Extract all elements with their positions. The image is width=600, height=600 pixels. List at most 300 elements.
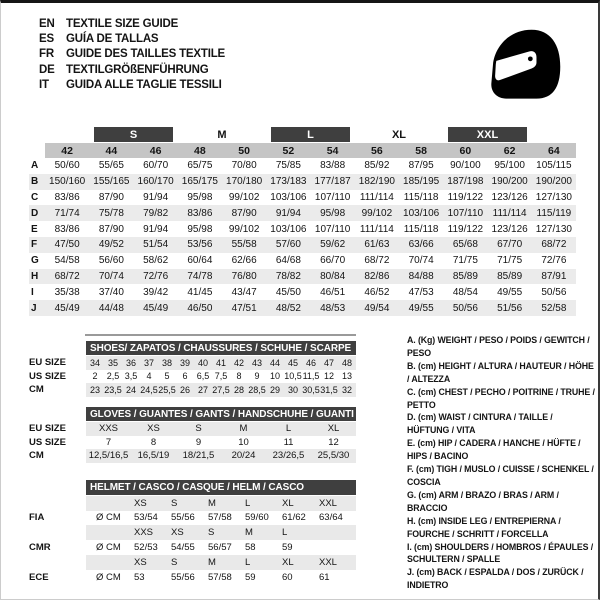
- shoes-cell: 2: [92, 371, 98, 382]
- helmet-value-cells: [86, 570, 356, 585]
- shoes-cells: [86, 370, 356, 384]
- size-cell: 71/75: [452, 255, 478, 267]
- helmet-size-label: S: [171, 497, 178, 509]
- shoes-cell: 24: [125, 384, 136, 395]
- size-column-header: 64: [532, 143, 576, 158]
- helmet-value-cell: 57/58: [208, 571, 232, 583]
- helmet-value-cell: 56/57: [208, 542, 232, 554]
- size-cell: 68/72: [54, 270, 80, 282]
- size-row: [29, 174, 576, 190]
- gloves-cell: 12,5/16,5: [88, 450, 129, 462]
- shoes-cell: 28: [233, 384, 244, 395]
- size-cell: 107/110: [314, 191, 351, 203]
- size-cell: 46/50: [187, 302, 213, 314]
- size-cell: 103/106: [403, 207, 440, 219]
- language-row: [39, 78, 225, 93]
- shoes-table-title: SHOES/ ZAPATOS / CHAUSSURES / SCHUHE / SCARPE: [86, 341, 356, 355]
- size-column-header: 46: [134, 143, 178, 158]
- shoes-cell: 39: [179, 357, 190, 368]
- helmet-size-label: L: [245, 497, 251, 509]
- size-column-header: 42: [45, 143, 89, 158]
- shoes-row: [29, 370, 356, 384]
- size-cell: 74/78: [187, 270, 213, 282]
- size-cell: 160/170: [137, 176, 174, 188]
- shoes-cell: 30,5: [302, 384, 320, 395]
- shoes-row: [29, 356, 356, 370]
- size-cell: 185/195: [403, 176, 440, 188]
- gloves-cells: [86, 449, 356, 463]
- helmet-value-cell: 58: [245, 542, 256, 554]
- shoes-cell: 5: [164, 371, 170, 382]
- legend-item: C. (cm) CHEST / PECHO / POITRINE / TRUHE / PETTO: [407, 386, 595, 410]
- size-band: S: [94, 127, 173, 142]
- size-cell: 72/76: [143, 270, 169, 282]
- size-cell: 107/110: [314, 223, 351, 235]
- size-cell: 55/58: [231, 239, 257, 251]
- legend-item: D. (cm) WAIST / CINTURA / TAILLE / HÜFTUNG / VITA: [407, 412, 553, 436]
- section-divider-line: [85, 334, 356, 336]
- shoes-cell: 47: [323, 357, 334, 368]
- size-cell: 75/85: [275, 160, 301, 172]
- size-cell: 60/64: [187, 255, 213, 267]
- language-row: [39, 31, 225, 46]
- size-cell: 37/40: [98, 286, 124, 298]
- size-row: [29, 158, 576, 174]
- helmet-size-cells: [86, 496, 356, 511]
- size-cell: 182/190: [358, 176, 395, 188]
- size-cell: 44/48: [98, 302, 124, 314]
- language-title: GUIDA ALLE TAGLIE TESSILI: [66, 79, 222, 92]
- size-band: XXL: [448, 127, 527, 142]
- size-row: [29, 300, 576, 316]
- size-cell: 80/84: [320, 270, 346, 282]
- size-column-header: 58: [399, 143, 443, 158]
- shoes-cell: 13: [341, 371, 352, 382]
- size-column-header: 62: [488, 143, 532, 158]
- helmet-size-row: [29, 555, 356, 570]
- size-cell: 45/49: [143, 302, 169, 314]
- helmet-value-row: [29, 570, 356, 585]
- gloves-cell: 18/21,5: [182, 450, 215, 462]
- language-row: [39, 47, 225, 62]
- helmet-value-cell: 53: [134, 571, 145, 583]
- shoes-cell: 11,5: [302, 371, 320, 382]
- size-cell: 99/102: [361, 207, 393, 219]
- language-list: [39, 16, 225, 93]
- shoes-table: [29, 341, 356, 397]
- gloves-cell: 23/26,5: [272, 450, 305, 462]
- helmet-size-label: XS: [134, 497, 147, 509]
- size-cell: 127/130: [535, 191, 572, 203]
- size-cell: 47/50: [54, 239, 80, 251]
- legend-item: H. (cm) INSIDE LEG / ENTREPIERNA / FOURCHE / SCHRITT / FORCELLA: [407, 515, 561, 539]
- size-cell: 50/56: [541, 286, 567, 298]
- size-row-label: D: [31, 207, 39, 219]
- size-cell: 58/62: [143, 255, 169, 267]
- size-cell: 50/56: [452, 302, 478, 314]
- size-row: [29, 237, 576, 253]
- size-cell: 65/68: [452, 239, 478, 251]
- size-cell: 91/94: [275, 207, 301, 219]
- shoes-cell: 27: [197, 384, 208, 395]
- size-cell: 60/70: [143, 160, 169, 172]
- gloves-cell: 11: [283, 436, 294, 448]
- size-cell: 79/82: [143, 207, 169, 219]
- size-cell: 43/47: [231, 286, 257, 298]
- size-cell: 66/70: [320, 255, 346, 267]
- shoes-cell: 9: [254, 371, 260, 382]
- row-label-spacer: [29, 555, 86, 570]
- standard-label: CMR: [29, 542, 51, 554]
- size-cell: 72/76: [541, 255, 567, 267]
- size-cell: 49/52: [98, 239, 124, 251]
- shoes-cells: [86, 356, 356, 370]
- size-row-label: H: [31, 270, 39, 282]
- shoes-cell: 41: [215, 357, 226, 368]
- main-size-table: [29, 126, 576, 316]
- size-cell: 103/106: [270, 191, 307, 203]
- shoes-row: [29, 383, 356, 397]
- shoes-cells: [86, 383, 356, 397]
- row-label-spacer: [29, 496, 86, 511]
- shoes-cell: 27,5: [212, 384, 230, 395]
- shoes-cell: 3,5: [124, 371, 138, 382]
- helmet-value-cell: 61: [319, 571, 330, 583]
- shoes-cell: 25,5: [158, 384, 176, 395]
- size-band-row: [29, 126, 576, 143]
- language-row: [39, 16, 225, 31]
- size-cell: 52/58: [541, 302, 567, 314]
- size-cell: 85/92: [364, 160, 390, 172]
- size-cell: 51/56: [497, 302, 523, 314]
- size-cell: 91/94: [143, 223, 169, 235]
- helmet-size-row: [29, 525, 356, 540]
- row-label: EU SIZE: [29, 423, 66, 435]
- size-cell: 95/98: [320, 207, 346, 219]
- shoes-cell: 28,5: [248, 384, 266, 395]
- size-cell: 41/45: [187, 286, 213, 298]
- helmet-value-cell: 60: [282, 571, 293, 583]
- gloves-cell: 10: [238, 436, 249, 448]
- legend-item: J. (cm) BACK / ESPALDA / DOS / ZURÜCK / INDIETRO: [407, 567, 584, 591]
- language-title: GUIDE DES TAILLES TEXTILE: [66, 48, 225, 61]
- size-column-header: 56: [355, 143, 399, 158]
- size-cell: 87/95: [408, 160, 434, 172]
- size-cell: 71/75: [497, 255, 523, 267]
- size-cell: 99/102: [228, 191, 260, 203]
- language-code: FR: [39, 48, 54, 61]
- gloves-cell: XS: [147, 423, 160, 435]
- shoes-cell: 42: [233, 357, 244, 368]
- helmet-size-cells: [86, 555, 356, 570]
- row-label: EU SIZE: [29, 357, 66, 369]
- size-cell: 70/74: [98, 270, 124, 282]
- shoes-cell: 32: [341, 384, 352, 395]
- helmet-size-label: S: [208, 527, 215, 539]
- size-cell: 75/78: [98, 207, 124, 219]
- size-column-header: 50: [222, 143, 266, 158]
- size-cell: 115/118: [403, 191, 439, 203]
- helmet-size-label: M: [245, 527, 253, 539]
- shoes-cell: 10: [269, 371, 280, 382]
- gloves-cell: 7: [105, 436, 112, 448]
- gloves-cells: [86, 422, 356, 436]
- size-cell: 54/58: [54, 255, 80, 267]
- gloves-cell: L: [285, 423, 292, 435]
- shoes-cell: 7,5: [214, 371, 228, 382]
- legend-item: A. (Kg) WEIGHT / PESO / POIDS / GEWITCH / PESO: [407, 335, 590, 358]
- diameter-unit-label: Ø CM: [96, 571, 121, 583]
- helmet-value-cell: 55/56: [171, 571, 195, 583]
- size-cell: 57/60: [275, 239, 301, 251]
- size-cell: 83/86: [54, 223, 80, 235]
- size-row: [29, 221, 576, 237]
- shoes-cell: 34: [89, 357, 100, 368]
- size-cell: 87/90: [98, 191, 124, 203]
- size-cell: 45/50: [275, 286, 301, 298]
- shoes-cell: 36: [125, 357, 136, 368]
- size-cell: 51/54: [143, 239, 169, 251]
- size-row: [29, 269, 576, 285]
- gloves-row: [29, 436, 356, 450]
- size-cell: 111/114: [492, 207, 527, 219]
- shoes-cell: 26: [179, 384, 190, 395]
- size-cell: 70/80: [231, 160, 257, 172]
- gloves-cell: M: [239, 423, 248, 435]
- corner-cell: [29, 143, 45, 158]
- size-row-label: B: [31, 176, 39, 188]
- size-cell: 70/74: [408, 255, 434, 267]
- size-cell: 170/180: [226, 176, 263, 188]
- language-title: TEXTILGRÖßENFÜHRUNG: [66, 63, 209, 76]
- size-cell: 103/106: [270, 223, 307, 235]
- helmet-size-label: M: [208, 556, 216, 568]
- gloves-row: [29, 449, 356, 463]
- band-spacer: [29, 126, 89, 143]
- diameter-unit-label: Ø CM: [96, 512, 121, 524]
- gloves-cell: S: [195, 423, 202, 435]
- size-cell: 62/66: [231, 255, 257, 267]
- legend-item: B. (cm) HEIGHT / ALTURA / HAUTEUR / HÖHE / ALTEZZA: [407, 360, 594, 384]
- size-cell: 123/126: [491, 223, 528, 235]
- size-cell: 78/82: [275, 270, 301, 282]
- helmet-value-cell: 61/62: [282, 512, 306, 524]
- size-cell: 85/89: [452, 270, 478, 282]
- size-cell: 68/72: [364, 255, 390, 267]
- helmet-value-cell: 57/58: [208, 512, 232, 524]
- shoes-cell: 23,5: [104, 384, 122, 395]
- helmet-value-cells: [86, 511, 356, 526]
- size-cell: 115/119: [536, 207, 572, 219]
- size-row-label: G: [31, 255, 39, 267]
- size-row-label: E: [31, 223, 38, 235]
- size-cell: 48/53: [320, 302, 346, 314]
- size-cell: 173/183: [270, 176, 307, 188]
- size-row-label: C: [31, 191, 39, 203]
- size-row: [29, 205, 576, 221]
- gloves-row: [29, 422, 356, 436]
- shoes-cell: 31,5: [320, 384, 338, 395]
- helmet-size-label: XS: [171, 527, 184, 539]
- size-cell: 48/54: [452, 286, 478, 298]
- size-cell: 99/102: [228, 223, 260, 235]
- size-cell: 115/118: [403, 223, 439, 235]
- helmet-value-cell: 52/53: [134, 542, 158, 554]
- size-cell: 59/62: [320, 239, 346, 251]
- size-cell: 47/53: [408, 286, 434, 298]
- shoes-cell: 6,5: [196, 371, 210, 382]
- helmet-value-cell: 53/54: [134, 512, 158, 524]
- row-label: US SIZE: [29, 436, 66, 448]
- size-cell: 68/72: [541, 239, 567, 251]
- helmet-size-label: M: [208, 497, 216, 509]
- size-cell: 111/114: [359, 223, 394, 235]
- size-cell: 82/86: [364, 270, 390, 282]
- size-cell: 95/98: [187, 223, 213, 235]
- language-code: EN: [39, 17, 55, 30]
- size-cell: 165/175: [181, 176, 218, 188]
- gloves-cells: [86, 436, 356, 450]
- measurement-legend: [407, 334, 597, 592]
- size-band: M: [217, 128, 227, 141]
- size-cell: 76/80: [231, 270, 257, 282]
- legend-item: F. (cm) TIGH / MUSLO / CUISSE / SCHENKEL / COSCIA: [407, 464, 594, 487]
- shoes-cell: 43: [251, 357, 262, 368]
- helmet-value-cell: 59/60: [245, 512, 269, 524]
- row-label: CM: [29, 384, 44, 396]
- shoes-cell: 24,5: [140, 384, 158, 395]
- shoes-cell: 45: [287, 357, 298, 368]
- shoes-cell: 48: [341, 357, 352, 368]
- size-cell: 91/94: [143, 191, 169, 203]
- helmet-value-cell: 59: [282, 542, 293, 554]
- shoes-cell: 37: [143, 357, 154, 368]
- size-cell: 39/42: [143, 286, 169, 298]
- size-cell: 107/110: [447, 207, 484, 219]
- helmet-size-label: L: [245, 556, 251, 568]
- gloves-cell: 25,5/30: [317, 450, 350, 462]
- size-cell: 119/122: [447, 191, 484, 203]
- language-code: DE: [39, 63, 55, 76]
- size-cell: 56/60: [98, 255, 124, 267]
- helmet-size-label: XXL: [319, 556, 337, 568]
- size-cell: 48/52: [275, 302, 301, 314]
- size-cell: 65/75: [187, 160, 213, 172]
- size-cell: 46/52: [364, 286, 390, 298]
- helmet-size-label: XXS: [134, 527, 154, 539]
- language-code: ES: [39, 33, 54, 46]
- size-cell: 64/68: [275, 255, 301, 267]
- shoes-cell: 23: [89, 384, 100, 395]
- size-cell: 155/165: [93, 176, 130, 188]
- gloves-cell: 20/24: [231, 450, 256, 462]
- shoes-cell: 6: [182, 371, 188, 382]
- helmet-value-row: [29, 540, 356, 555]
- size-cell: 83/88: [320, 160, 346, 172]
- size-row-label: I: [31, 286, 34, 298]
- standard-label: FIA: [29, 512, 45, 524]
- shoes-cell: 44: [269, 357, 280, 368]
- language-code: IT: [39, 79, 49, 92]
- racing-helmet-icon: [484, 21, 566, 109]
- gloves-cell: 16,5/19: [137, 450, 170, 462]
- size-cell: 53/56: [187, 239, 213, 251]
- size-cell: 83/86: [54, 191, 80, 203]
- size-cell: 127/130: [535, 223, 572, 235]
- shoes-cell: 12: [323, 371, 334, 382]
- language-title: GUÍA DE TALLAS: [66, 33, 159, 46]
- size-row: [29, 190, 576, 206]
- helmet-size-row: [29, 496, 356, 511]
- shoes-cell: 35: [107, 357, 118, 368]
- size-row: [29, 253, 576, 269]
- gloves-cell: XL: [327, 423, 340, 435]
- shoes-cell: 46: [305, 357, 316, 368]
- helmet-size-cells: [86, 525, 356, 540]
- size-cell: 105/115: [536, 160, 572, 172]
- gloves-table: [29, 407, 356, 463]
- shoes-cell: 4: [146, 371, 152, 382]
- shoes-cell: 38: [161, 357, 172, 368]
- size-cell: 87/90: [231, 207, 257, 219]
- row-label: US SIZE: [29, 370, 66, 382]
- helmet-table-title: HELMET / CASCO / CASQUE / HELM / CASCO: [86, 480, 356, 495]
- gloves-cell: 8: [150, 436, 157, 448]
- helmet-value-cell: 63/64: [319, 512, 343, 524]
- size-cell: 49/55: [408, 302, 434, 314]
- helmet-value-cells: [86, 540, 356, 555]
- size-cell: 190/200: [535, 176, 572, 188]
- shoes-cell: 30: [287, 384, 298, 395]
- helmet-table: [29, 480, 356, 585]
- size-column-header: 52: [266, 143, 310, 158]
- gloves-cell: 12: [328, 436, 339, 448]
- size-cell: 95/100: [494, 160, 525, 172]
- helmet-value-row: [29, 511, 356, 526]
- helmet-value-cell: 54/55: [171, 542, 195, 554]
- legend-item: G. (cm) ARM / BRAZO / BRAS / ARM / BRACCIO: [407, 489, 559, 513]
- size-cell: 71/74: [54, 207, 80, 219]
- row-label: CM: [29, 450, 44, 462]
- shoes-cell: 29: [269, 384, 280, 395]
- size-cell: 119/122: [447, 223, 484, 235]
- size-cell: 50/60: [54, 160, 80, 172]
- size-row-label: F: [31, 239, 38, 251]
- size-cell: 190/200: [491, 176, 528, 188]
- helmet-size-label: S: [171, 556, 178, 568]
- helmet-size-label: XXL: [319, 497, 337, 509]
- shoes-cell: 8: [236, 371, 242, 382]
- size-cell: 84/88: [408, 270, 434, 282]
- size-band: XL: [391, 128, 407, 141]
- size-cell: 49/54: [364, 302, 390, 314]
- helmet-size-label: XL: [282, 556, 294, 568]
- diameter-unit-label: Ø CM: [96, 542, 121, 554]
- helmet-value-cell: 59: [245, 571, 256, 583]
- size-cell: 187/198: [447, 176, 484, 188]
- size-cell: 150/160: [49, 176, 86, 188]
- gloves-cell: XXS: [98, 423, 118, 435]
- size-column-header: 44: [89, 143, 133, 158]
- size-cell: 95/98: [187, 191, 213, 203]
- size-column-header: 60: [443, 143, 487, 158]
- size-cell: 55/65: [98, 160, 124, 172]
- size-band: L: [271, 127, 350, 142]
- size-row-label: A: [31, 160, 39, 172]
- language-row: [39, 62, 225, 77]
- shoes-cell: 2,5: [106, 371, 120, 382]
- shoes-cell: 40: [197, 357, 208, 368]
